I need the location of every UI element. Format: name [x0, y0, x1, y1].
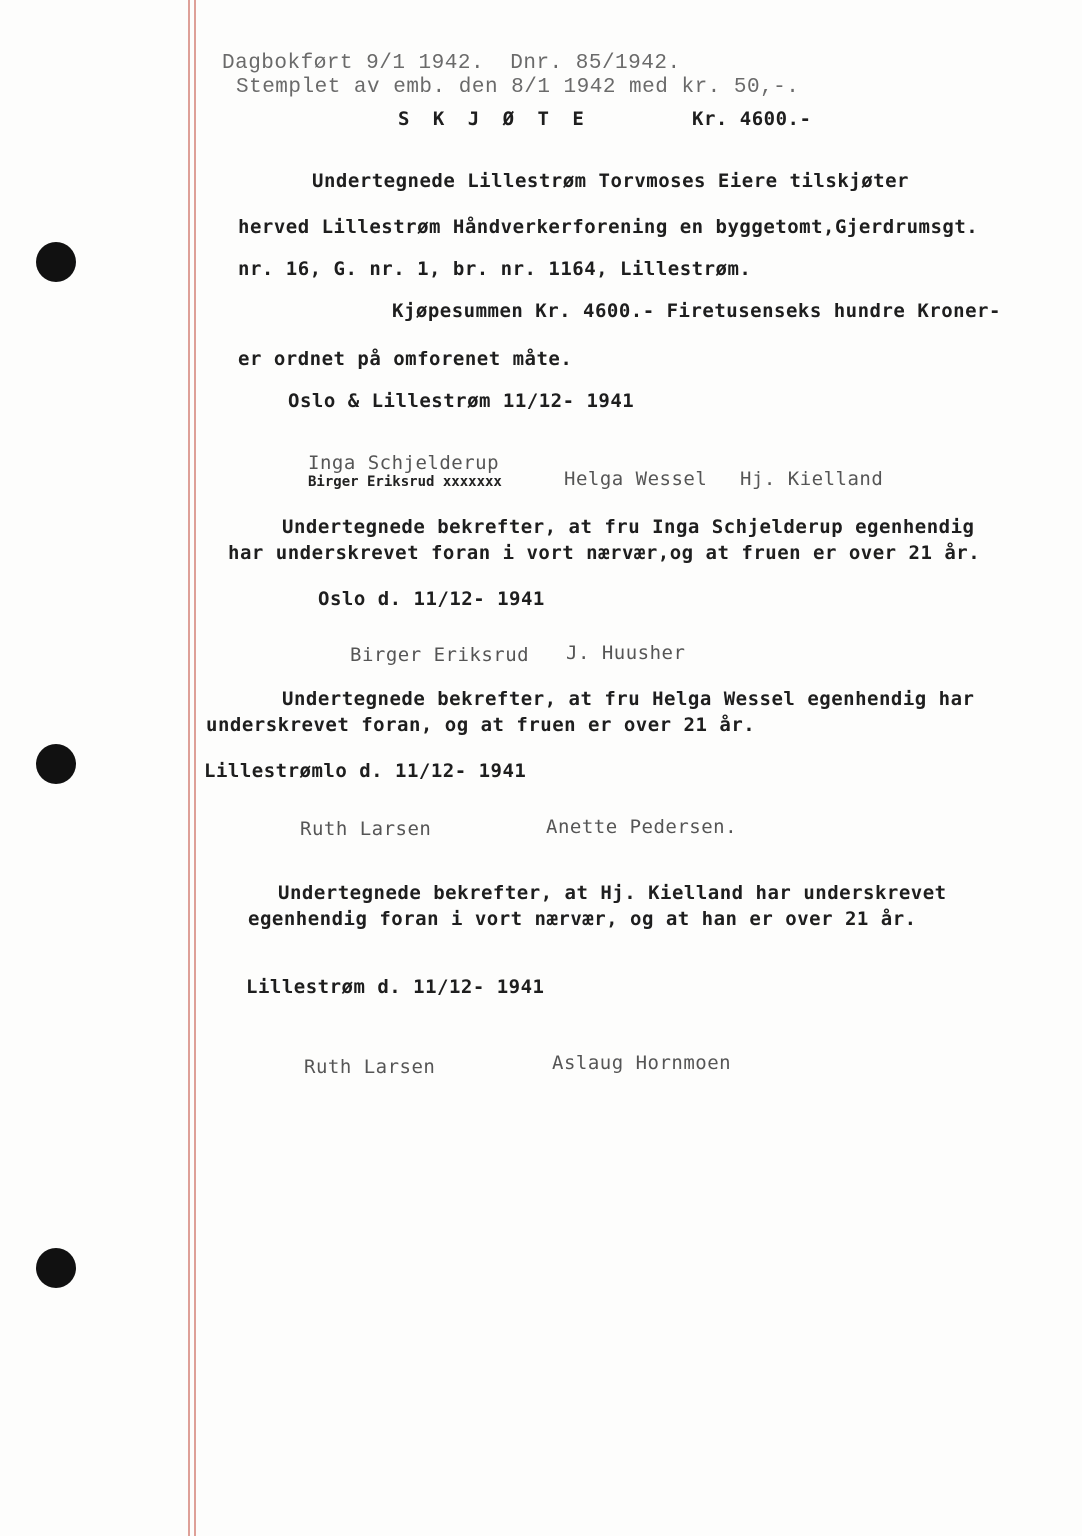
registration-stamp-line-2: Stemplet av emb. den 8/1 1942 med kr. 50,-. [236, 76, 800, 99]
signature-helga: Helga Wessel [564, 468, 708, 490]
witness2-line-2: underskrevet foran, og at fruen er over 21 år. [206, 714, 756, 736]
signature-inga: Inga Schjelderup [308, 452, 500, 474]
document-title: S K J Ø T E [398, 108, 590, 130]
witness3-line-1: Undertegnede bekrefter, at Hj. Kielland har underskrevet [278, 882, 947, 904]
body-line-2: herved Lillestrøm Håndverkerforening en byggetomt,Gjerdrumsgt. [238, 216, 979, 238]
witness3-sign-a: Ruth Larsen [304, 1056, 436, 1078]
sale-amount: Kr. 4600.- [692, 108, 812, 130]
witness1-line-2: har underskrevet foran i vort nærvær,og at fruen er over 21 år. [228, 542, 981, 564]
witness1-sign-a: Birger Eriksrud [350, 644, 530, 666]
witness3-line-2: egenhendig foran i vort nærvær, og at han er over 21 år. [248, 908, 917, 930]
witness2-sign-a: Ruth Larsen [300, 818, 432, 840]
body-line-4: Kjøpesummen Kr. 4600.- Firetusenseks hundre Kroner- [392, 300, 1001, 322]
punch-hole-top [36, 242, 76, 282]
place-date-2: Oslo d. 11/12- 1941 [318, 588, 545, 610]
body-line-3: nr. 16, G. nr. 1, br. nr. 1164, Lillestrøm. [238, 258, 752, 280]
place-date-1: Oslo & Lillestrøm 11/12- 1941 [288, 390, 635, 412]
margin-rule-right [194, 0, 196, 1536]
body-line-5: er ordnet på omforenet måte. [238, 348, 573, 370]
punch-hole-bottom [36, 1248, 76, 1288]
margin-rule-left [188, 0, 190, 1536]
witness2-sign-b: Anette Pedersen. [546, 816, 738, 838]
punch-hole-middle [36, 744, 76, 784]
witness1-sign-b: J. Huusher [566, 642, 686, 664]
witness1-line-1: Undertegnede bekrefter, at fru Inga Schjelderup egenhendig [282, 516, 975, 538]
witness2-line-1: Undertegnede bekrefter, at fru Helga Wessel egenhendig har [282, 688, 975, 710]
place-date-4: Lillestrøm d. 11/12- 1941 [246, 976, 545, 998]
registration-stamp-line-1: Dagbokført 9/1 1942. Dnr. 85/1942. [222, 52, 681, 75]
struck-out-text: Birger Eriksrud xxxxxxx [308, 474, 502, 490]
signature-kielland: Hj. Kielland [740, 468, 884, 490]
witness3-sign-b: Aslaug Hornmoen [552, 1052, 732, 1074]
body-line-1: Undertegnede Lillestrøm Torvmoses Eiere tilskjøter [312, 170, 909, 192]
place-date-3: Lillestrømlo d. 11/12- 1941 [204, 760, 527, 782]
